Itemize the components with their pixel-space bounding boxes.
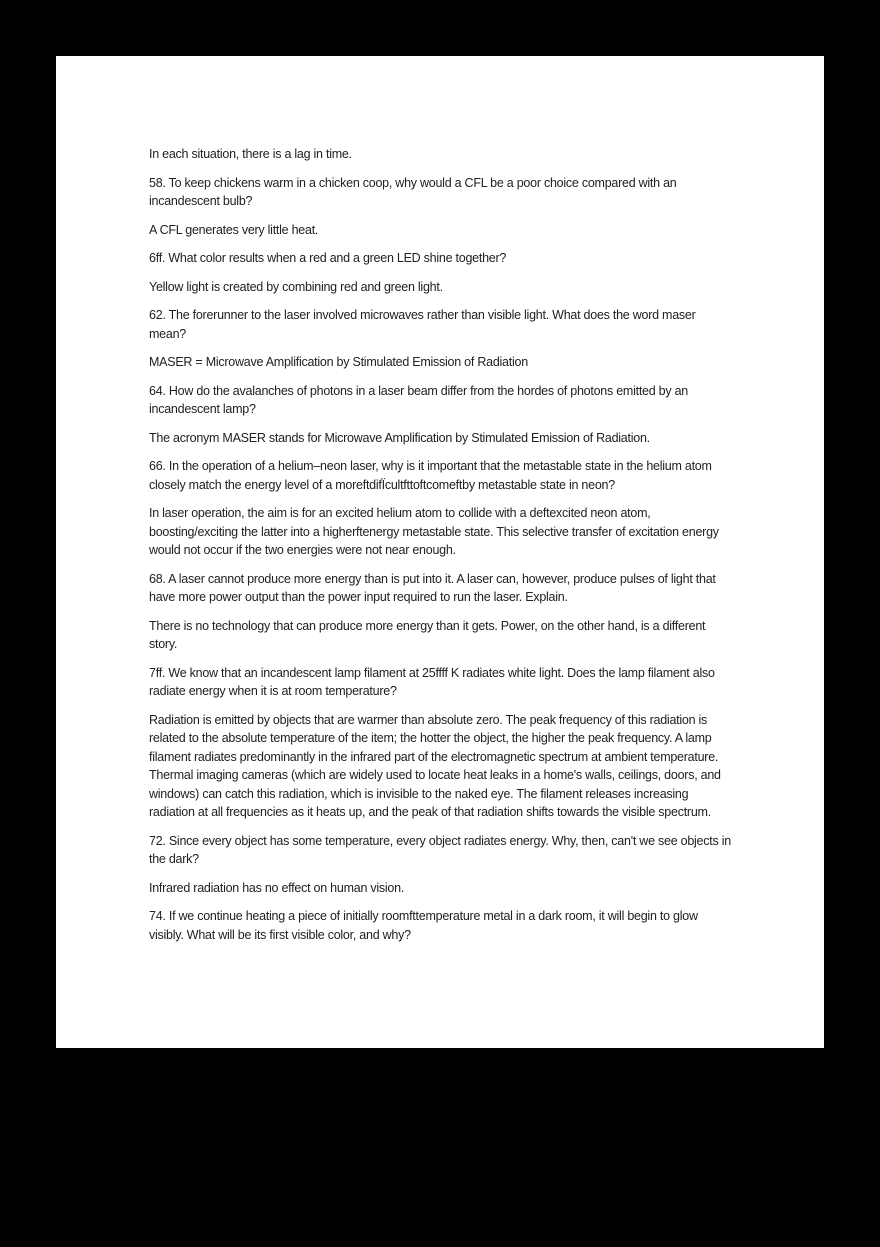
answer-paragraph: Yellow light is created by combining red and green light. bbox=[149, 279, 443, 294]
answer-paragraph: Radiation is emitted by objects that are warmer than absolute zero. The peak frequency of this radiation is related to the absolute temperature of the item; the hotter the object, the higher the peak frequency. A lamp filament radiates predominantly in the infrared part of the electromagnetic spectrum at ambient temperature. Thermal imaging cameras (which are widely used to locate heat leaks in a home's walls, ceilings, doors, and windows) can catch this radiation, which is invisible to the naked eye. The filament releases increasing radiation at all frequencies as it heats up, and the peak of that radiation shifts towards the visible spectrum. bbox=[149, 712, 721, 819]
question-paragraph: 72. Since every object has some temperature, every object radiates energy. Why, then, can't we see objects in the dark? bbox=[149, 833, 731, 866]
question-paragraph: 7ff. We know that an incandescent lamp filament at 25ffff K radiates white light. Does the lamp filament also radiate energy when it is at room temperature? bbox=[149, 665, 715, 698]
question-paragraph: 66. In the operation of a helium–neon laser, why is it important that the metastable state in the helium atom closely match the energy level of a moreftdifÏcultfttoftcomeftby metastable state in neon? bbox=[149, 459, 712, 492]
question-paragraph: 6ff. What color results when a red and a green LED shine together? bbox=[149, 251, 507, 265]
answer-paragraph: Infrared radiation has no effect on human vision. bbox=[149, 880, 405, 895]
question-paragraph: 62. The forerunner to the laser involved microwaves rather than visible light. What does the word maser mean? bbox=[149, 308, 696, 341]
question-paragraph: 74. If we continue heating a piece of initially roomfttemperature metal in a dark room, it will begin to glow visibly. What will be its first visible color, and why? bbox=[149, 909, 698, 942]
document-text-block bbox=[149, 145, 734, 954]
answer-paragraph: There is no technology that can produce more energy than it gets. Power, on the other hand, is a different story. bbox=[149, 618, 706, 651]
answer-paragraph: The acronym MASER stands for Microwave Amplification by Stimulated Emission of Radiation. bbox=[149, 430, 650, 445]
document-page bbox=[56, 56, 824, 1048]
question-paragraph: 58. To keep chickens warm in a chicken coop, why would a CFL be a poor choice compared with an incandescent bulb? bbox=[149, 175, 677, 208]
answer-paragraph: In laser operation, the aim is for an excited helium atom to collide with a deftexcited neon atom, boosting/exciting the latter into a higherftenergy metastable state. This selective transfer of excitation energy would not occur if the two energies were not near enough. bbox=[149, 506, 719, 557]
question-paragraph: 64. How do the avalanches of photons in a laser beam differ from the hordes of photons emitted by an incandescent lamp? bbox=[149, 383, 689, 416]
question-paragraph: 68. A laser cannot produce more energy than is put into it. A laser can, however, produce pulses of light that have more power output than the power input required to run the laser. Explain. bbox=[149, 571, 716, 604]
answer-paragraph: MASER = Microwave Amplification by Stimulated Emission of Radiation bbox=[149, 355, 528, 369]
answer-paragraph: In each situation, there is a lag in time. bbox=[149, 147, 352, 161]
answer-paragraph: A CFL generates very little heat. bbox=[149, 222, 319, 237]
